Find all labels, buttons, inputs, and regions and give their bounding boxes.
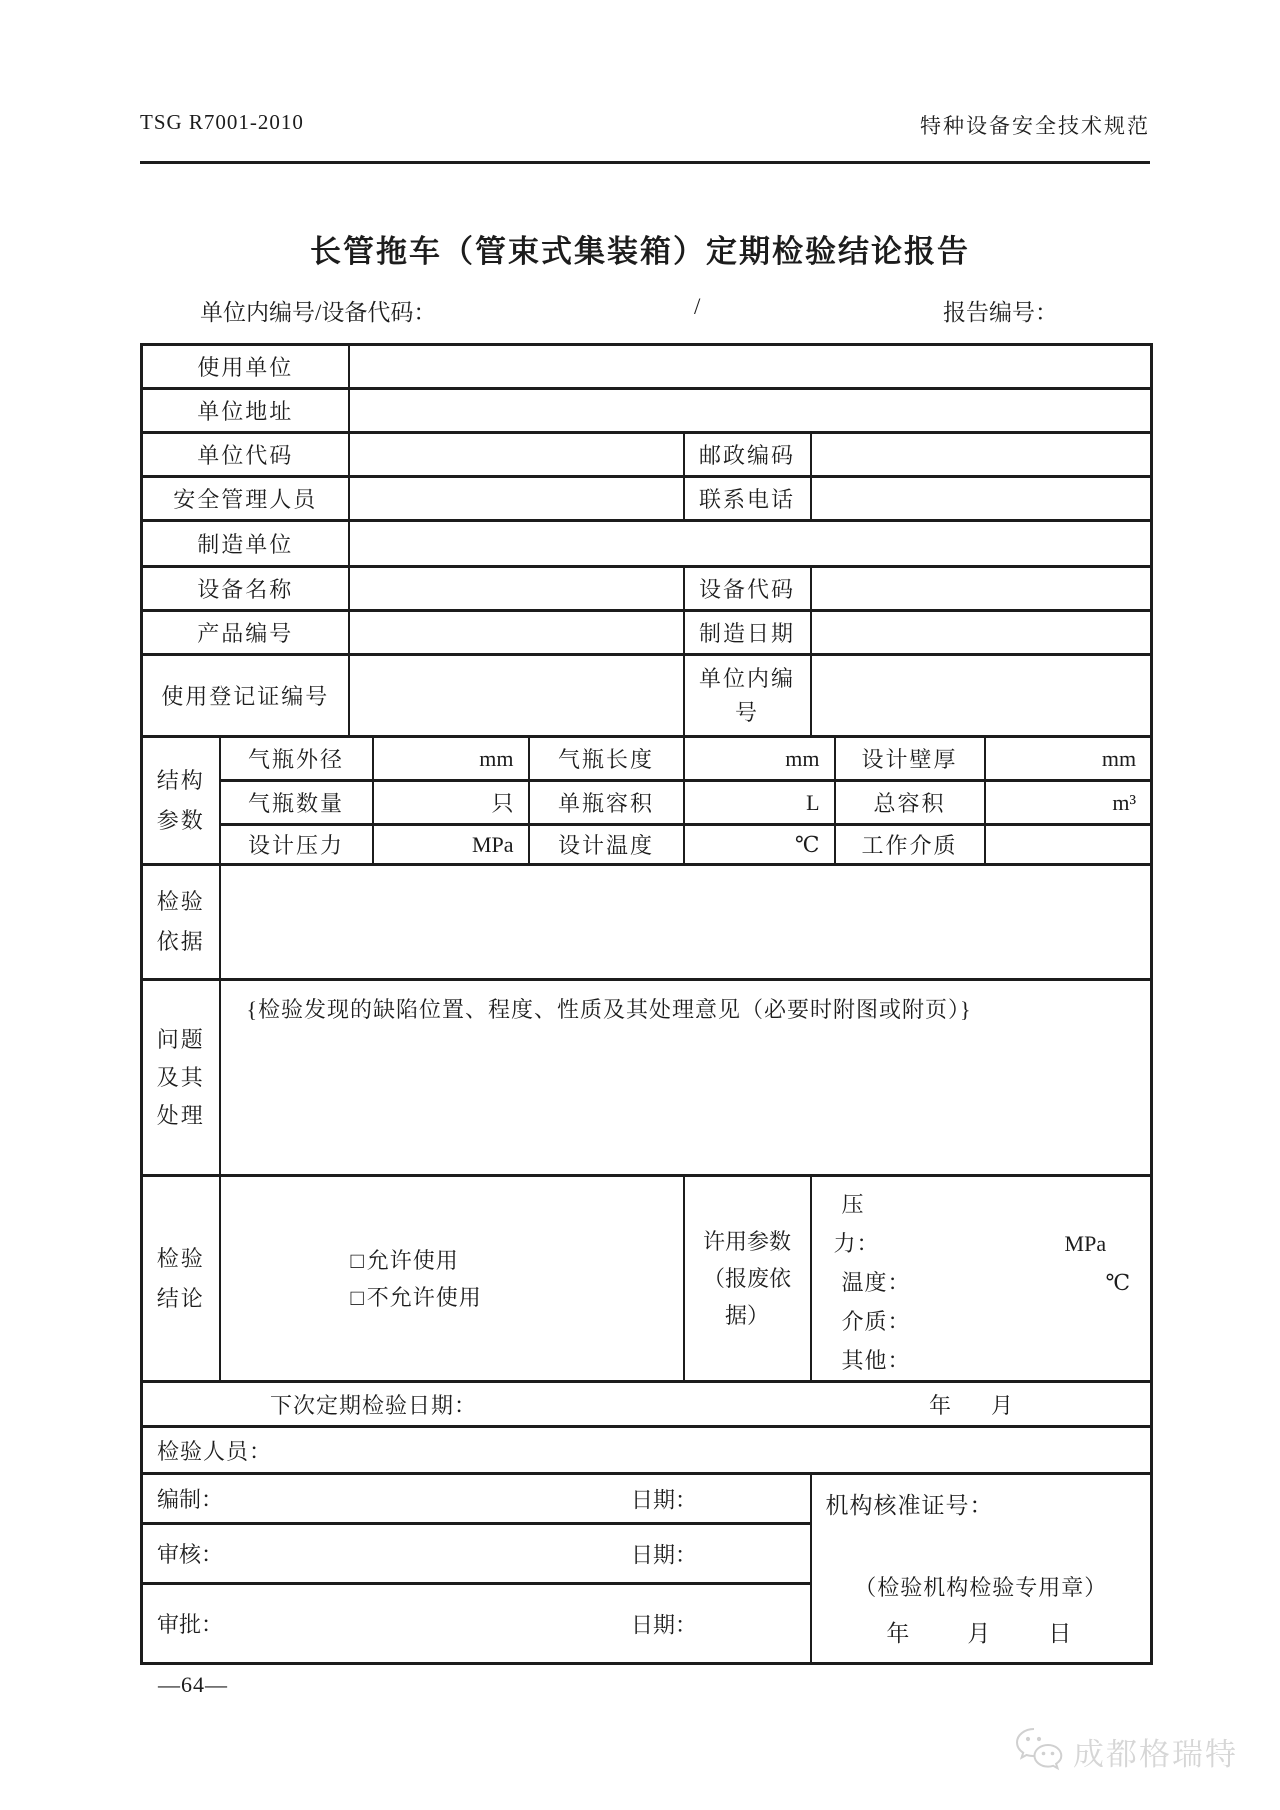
- page-title: 长管拖车（管束式集装箱）定期检验结论报告: [310, 234, 970, 269]
- total-volume-label: 总容积: [835, 781, 985, 825]
- inspection-basis-value-cell: [220, 865, 1152, 980]
- cylinder-length-label: 气瓶长度: [529, 737, 684, 781]
- inspection-basis-label: 检验 依据: [142, 865, 220, 980]
- postal-code-value-cell: [811, 433, 1152, 477]
- conclusion-section-label: 检验 结论: [142, 1176, 220, 1382]
- total-volume-unit: m³: [985, 781, 1152, 825]
- approved-by-cell: [142, 1584, 811, 1664]
- prepared-date-label: 日期：: [631, 1487, 698, 1512]
- unit-device-code-separator: /: [694, 294, 701, 319]
- cylinder-od-label: 气瓶外径: [220, 737, 373, 781]
- unit-device-code-label: 单位内编号/设备代码：: [200, 300, 437, 325]
- wechat-logo-icon: [1013, 1726, 1065, 1777]
- table-row: [142, 433, 1152, 477]
- doc-category: 特种设备安全技术规范: [920, 114, 1150, 138]
- table-row-next-inspection: [142, 1382, 1152, 1427]
- prepared-by-label: 编制：: [157, 1487, 224, 1512]
- param-pressure-line2: 力： MPa: [812, 1224, 1151, 1263]
- checkbox-disallow-use-icon: □: [350, 1284, 365, 1310]
- report-no-label: 报告编号：: [943, 300, 1058, 325]
- table-row: [142, 477, 1152, 521]
- watermark: [1013, 1726, 1238, 1777]
- page-number: —64—: [158, 1672, 228, 1697]
- param-temperature-line: 温度： ℃: [812, 1263, 1151, 1302]
- next-inspection-cell: [142, 1382, 1152, 1427]
- design-wall-thickness-label: 设计壁厚: [835, 737, 985, 781]
- table-row-sign: [142, 1474, 1152, 1524]
- design-pressure-unit: MPa: [373, 825, 529, 865]
- contact-phone-label: 联系电话: [684, 477, 811, 521]
- org-date-placeholder: 年 月 日: [886, 1621, 1076, 1646]
- manufacturer-value-cell: [349, 521, 1152, 567]
- checkbox-allow-use-icon: □: [350, 1247, 365, 1273]
- inspection-stamp-note: （检验机构检验专用章）: [854, 1575, 1108, 1600]
- use-unit-label: 使用单位: [142, 345, 349, 389]
- table-row: [142, 345, 1152, 389]
- approved-date-label: 日期：: [631, 1612, 698, 1637]
- equipment-name-value-cell: [349, 567, 684, 611]
- unit-code-value-cell: [349, 433, 684, 477]
- cylinder-count-unit: 只: [373, 781, 529, 825]
- permit-params-values-cell: [811, 1176, 1152, 1382]
- manufacturer-label: 制造单位: [142, 521, 349, 567]
- safety-manager-value-cell: [349, 477, 684, 521]
- product-no-label: 产品编号: [142, 611, 349, 655]
- manufacture-date-value-cell: [811, 611, 1152, 655]
- unit-address-label: 单位地址: [142, 389, 349, 433]
- org-approval-no-label: 机构核准证号：: [825, 1493, 994, 1518]
- problems-section-label: 问题 及其 处理: [142, 980, 220, 1176]
- structure-params-section-label: 结构 参数: [142, 737, 220, 865]
- permit-params-label: 许用参数 （报废依 据）: [684, 1176, 811, 1382]
- conclusion-options-cell: [220, 1176, 684, 1382]
- option-allow-use-label: 允许使用: [366, 1247, 459, 1273]
- temperature-unit: ℃: [1105, 1270, 1131, 1295]
- use-unit-value-cell: [349, 345, 1152, 389]
- equipment-name-label: 设备名称: [142, 567, 349, 611]
- design-wall-thickness-unit: mm: [985, 737, 1152, 781]
- postal-code-label: 邮政编码: [684, 433, 811, 477]
- single-volume-label: 单瓶容积: [529, 781, 684, 825]
- design-temperature-unit: ℃: [684, 825, 835, 865]
- next-inspection-month: 月: [991, 1393, 1014, 1418]
- reviewed-by-cell: [142, 1524, 811, 1584]
- table-row: [142, 567, 1152, 611]
- inspection-report-table: [140, 343, 1153, 1665]
- subheader-line: [0, 294, 1280, 326]
- working-medium-value-cell: [985, 825, 1152, 865]
- unit-internal-no-value-cell: [811, 655, 1152, 737]
- option-allow-use: [351, 1242, 683, 1279]
- cylinder-length-unit: mm: [684, 737, 835, 781]
- prepared-by-cell: [142, 1474, 811, 1524]
- table-row-structure: [142, 737, 1152, 781]
- doc-code: TSG R7001-2010: [140, 110, 304, 134]
- table-row-inspectors: [142, 1427, 1152, 1474]
- product-no-value-cell: [349, 611, 684, 655]
- table-row-problems: [142, 980, 1152, 1176]
- param-other-line: 其他：: [841, 1348, 911, 1373]
- approved-by-label: 审批：: [157, 1612, 224, 1637]
- table-row: [142, 389, 1152, 433]
- reviewed-date-label: 日期：: [631, 1542, 698, 1567]
- next-inspection-label: 下次定期检验日期：: [270, 1393, 478, 1418]
- unit-code-label: 单位代码: [142, 433, 349, 477]
- table-row-structure: [142, 825, 1152, 865]
- org-approval-cell: [811, 1474, 1152, 1664]
- table-row-structure: [142, 781, 1152, 825]
- table-row-conclusion: [142, 1176, 1152, 1382]
- watermark-brand-text: 成都格瑞特: [1073, 1737, 1238, 1772]
- single-volume-unit: L: [684, 781, 835, 825]
- manufacture-date-label: 制造日期: [684, 611, 811, 655]
- safety-manager-label: 安全管理人员: [142, 477, 349, 521]
- reviewed-by-label: 审核：: [157, 1542, 224, 1567]
- working-medium-label: 工作介质: [835, 825, 985, 865]
- design-temperature-label: 设计温度: [529, 825, 684, 865]
- equipment-code-label: 设备代码: [684, 567, 811, 611]
- cylinder-count-label: 气瓶数量: [220, 781, 373, 825]
- use-registration-label: 使用登记证编号: [142, 655, 349, 737]
- table-row: [142, 521, 1152, 567]
- design-pressure-label: 设计压力: [220, 825, 373, 865]
- option-disallow-use-label: 不允许使用: [366, 1284, 482, 1310]
- problems-hint-cell: {检验发现的缺陷位置、程度、性质及其处理意见（必要时附图或附页）}: [220, 980, 1152, 1176]
- table-row: [142, 655, 1152, 737]
- param-pressure-line1: 压: [841, 1192, 865, 1217]
- cylinder-od-unit: mm: [373, 737, 529, 781]
- option-disallow-use: [351, 1279, 683, 1316]
- param-medium-line: 介质：: [841, 1309, 911, 1334]
- header-rule: [140, 161, 1150, 164]
- unit-address-value-cell: [349, 389, 1152, 433]
- contact-phone-value-cell: [811, 477, 1152, 521]
- table-row: [142, 611, 1152, 655]
- pressure-unit: MPa: [1064, 1231, 1107, 1256]
- use-registration-value-cell: [349, 655, 684, 737]
- unit-internal-no-label: 单位内编 号: [684, 655, 811, 737]
- table-row-basis: [142, 865, 1152, 980]
- equipment-code-value-cell: [811, 567, 1152, 611]
- inspectors-label: 检验人员：: [142, 1427, 1152, 1474]
- next-inspection-year: 年: [929, 1393, 952, 1418]
